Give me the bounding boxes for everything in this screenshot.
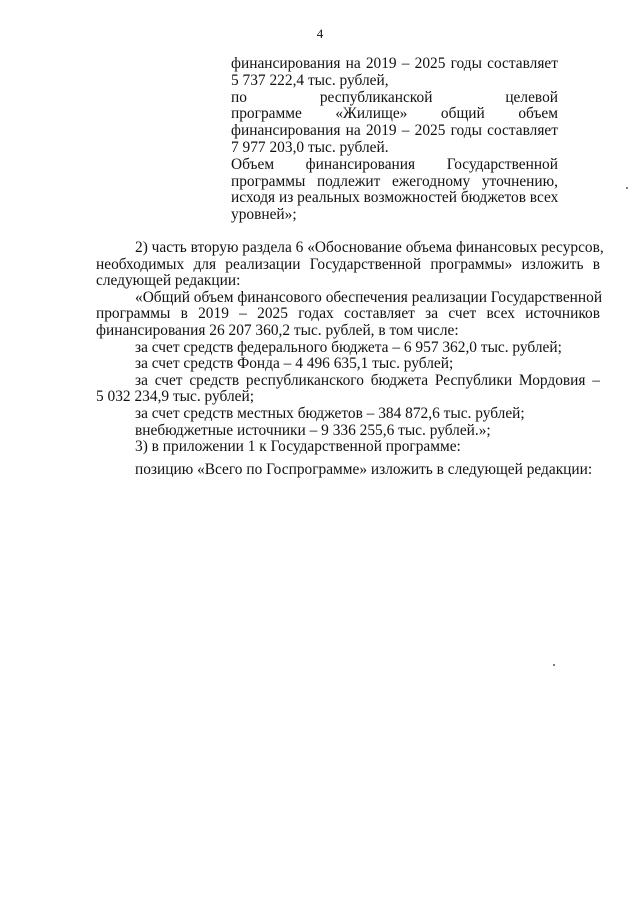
paragraph-total-volume — [96, 288, 603, 340]
text-line-local-budgets: за счет средств местных бюджетов – 384 872,6 тыс. рублей; — [135, 404, 525, 422]
quote-line: финансирования на 2019 – 2025 годы составляет — [231, 55, 558, 72]
text-line: 2) часть вторую раздела 6 «Обоснование объема финансовых ресурсов, — [135, 239, 604, 256]
text-line: «Общий объем финансового обеспечения реализации Государственной — [135, 288, 603, 306]
quote-line: программы подлежит ежегодному уточнению, — [231, 172, 558, 190]
text-line: программы в 2019 – 2025 годах составляет за счет всех источников — [96, 305, 600, 323]
quote-line: 7 977 203,0 тыс. рублей. — [231, 138, 389, 156]
text-line-appendix-1: 3) в приложении 1 к Государственной программе: — [135, 438, 461, 456]
scan-speck — [626, 187, 628, 189]
text-line-extrabudgetary: внебюджетные источники – 9 336 255,6 тыс. рублей.»; — [135, 421, 491, 439]
text-line-position-total: позицию «Всего по Госпрограмме» изложить в следующей редакции: — [135, 460, 593, 478]
main-text-block — [96, 239, 604, 478]
text-line: необходимых для реализации Государственной программы» изложить в — [96, 255, 600, 273]
text-line: финансирования 26 207 360,2 тыс. рублей, в том числе: — [96, 321, 459, 339]
indented-quote-block — [231, 56, 558, 224]
quote-line: уровней»; — [231, 206, 297, 224]
page-number: 4 — [316, 26, 324, 41]
text-line: 5 032 234,9 тыс. рублей; — [96, 388, 255, 406]
quote-line: финансирования на 2019 – 2025 годы составляет — [231, 122, 558, 140]
text-line: следующей редакции: — [96, 272, 241, 290]
paragraph-republican-budget — [96, 373, 600, 406]
text-line-federal-budget: за счет средств федерального бюджета – 6 957 362,0 тыс. рублей; — [135, 338, 562, 356]
quote-line: Объем финансирования Государственной — [231, 155, 558, 173]
text-line-fund: за счет средств Фонда – 4 496 635,1 тыс. рублей; — [135, 355, 454, 373]
quote-line: исходя из реальных возможностей бюджетов всех — [231, 189, 559, 207]
quote-line: 5 737 222,4 тыс. рублей, — [231, 71, 389, 89]
quote-line: программе «Жилище» общий объем — [231, 105, 558, 123]
scan-speck — [553, 664, 555, 666]
text-line: за счет средств республиканского бюджета Республики Мордовия – — [135, 371, 600, 389]
quote-line: по республиканской целевой — [231, 88, 558, 106]
paragraph-section-6 — [96, 239, 604, 290]
